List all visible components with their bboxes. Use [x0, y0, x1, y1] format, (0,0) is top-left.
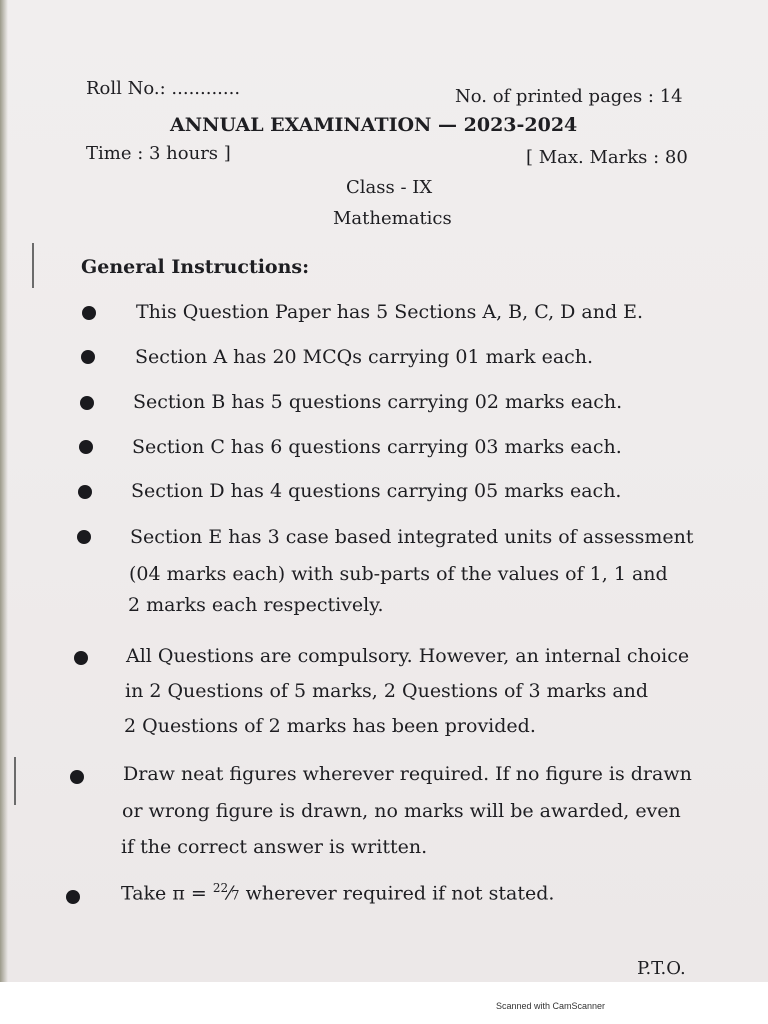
roll-number: Roll No.: ............: [86, 78, 241, 99]
instruction-line: if the correct answer is written.: [121, 836, 428, 858]
printed-pages: No. of printed pages : 14: [455, 86, 683, 107]
pi-instruction: [121, 881, 554, 904]
pi-prefix: Take π =: [121, 882, 213, 905]
instruction-line: 2 marks each respectively.: [128, 594, 384, 616]
scan-footer: [0, 982, 768, 1024]
class-label: Class - IX: [346, 177, 433, 198]
bullet-icon: [78, 485, 92, 499]
fraction-slash: ⁄: [228, 882, 232, 905]
scanner-watermark: Scanned with CamScanner: [496, 1001, 606, 1011]
instruction-line: or wrong figure is drawn, no marks will be awarded, even: [122, 800, 681, 822]
instruction-line: Draw neat figures wherever required. If no figure is drawn: [123, 763, 692, 785]
instructions-heading: General Instructions:: [81, 256, 310, 278]
exam-time: Time : 3 hours ]: [86, 143, 231, 164]
bullet-icon: [82, 306, 96, 320]
instruction-line: Section D has 4 questions carrying 05 marks each.: [131, 480, 622, 502]
max-marks: [ Max. Marks : 80: [526, 147, 688, 168]
instruction-line: (04 marks each) with sub-parts of the values of 1, 1 and: [129, 563, 668, 585]
bullet-icon: [74, 651, 88, 665]
page-edge: [0, 0, 8, 982]
pto-label: P.T.O.: [637, 958, 686, 979]
bullet-icon: [79, 440, 93, 454]
instruction-line: Section B has 5 questions carrying 02 marks each.: [133, 391, 623, 413]
instruction-line: This Question Paper has 5 Sections A, B, C, D and E.: [136, 301, 644, 323]
instruction-line: Section E has 3 case based integrated units of assessment: [130, 526, 694, 548]
bullet-icon: [81, 350, 95, 364]
instruction-line: Section C has 6 questions carrying 03 marks each.: [132, 436, 622, 458]
exam-title: ANNUAL EXAMINATION — 2023-2024: [170, 114, 578, 136]
bullet-icon: [66, 890, 80, 904]
bullet-icon: [77, 530, 91, 544]
bullet-icon: [70, 770, 84, 784]
pi-denominator: 7: [231, 888, 240, 904]
subject-label: Mathematics: [333, 208, 452, 229]
pi-suffix: wherever required if not stated.: [239, 882, 555, 905]
instruction-line: in 2 Questions of 5 marks, 2 Questions of 3 marks and: [125, 680, 649, 702]
margin-mark: [32, 243, 34, 288]
pi-numerator: 22: [212, 881, 229, 895]
instruction-line: 2 Questions of 2 marks has been provided.: [124, 715, 536, 737]
margin-mark: [14, 757, 16, 805]
instruction-line: All Questions are compulsory. However, an internal choice: [126, 645, 690, 667]
instruction-line: Section A has 20 MCQs carrying 01 mark each.: [135, 346, 594, 368]
bullet-icon: [80, 396, 94, 410]
